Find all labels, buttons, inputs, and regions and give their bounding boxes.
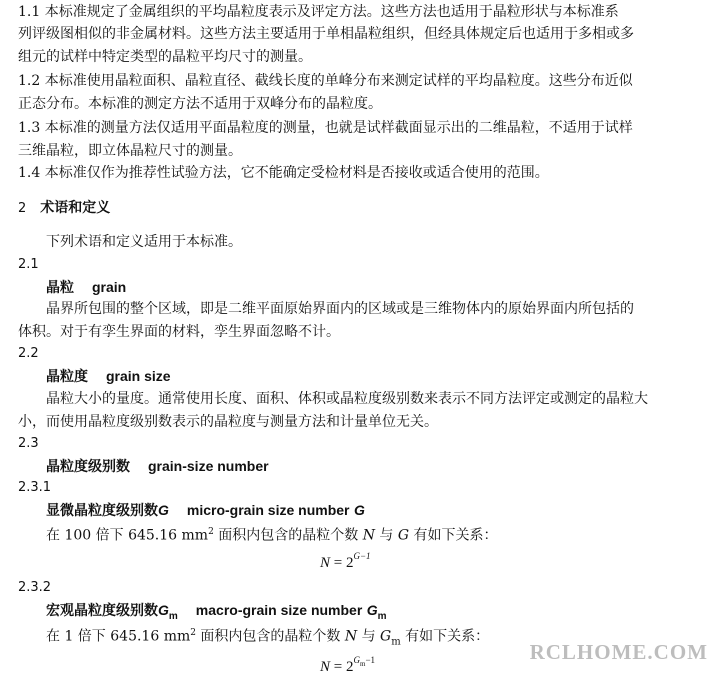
term-micro-var: G <box>158 502 169 518</box>
macro-relation-G: G <box>380 628 392 645</box>
micro-relation-G: G <box>397 527 410 544</box>
micro-relation-part-b: 面积内包含的晶粒个数 <box>213 527 363 544</box>
grain-size-definition-line-1: 晶粒大小的量度。通常使用长度、面积、体积或晶粒度级别数来表示不同方法评定或测定的晶粒大 <box>46 391 648 407</box>
grain-definition-line-2: 体积。对于有孪生界面的材料，孪生界面忽略不计。 <box>18 324 340 340</box>
clause-2-2-number: 2.2 <box>18 346 39 361</box>
clause-1-1-line-3: 组元的试样中特定类型的晶粒平均尺寸的测量。 <box>18 49 312 65</box>
formula-macro-exponent-sub: m <box>359 659 366 668</box>
micro-relation-part-a: 在 100 倍下 645.16 mm <box>46 527 209 544</box>
clause-1-3-line-1: 1.3 本标准的测量方法仅适用平面晶粒度的测量，也就是试样截面显示出的二维晶粒，不适用于试样 <box>18 120 633 136</box>
formula-micro-lhs: N <box>320 555 331 571</box>
term-grain-size-number <box>46 456 269 477</box>
micro-relation-part-c: 与 <box>374 527 398 544</box>
formula-micro-exponent: G−1 <box>353 551 371 561</box>
clause-2-3-1-number: 2.3.1 <box>18 480 52 495</box>
term-macro-var-en-sub: m <box>377 610 387 622</box>
clause-2-3-2-number: 2.3.2 <box>18 580 52 595</box>
formula-macro <box>320 650 375 677</box>
section-2-number: 2 <box>18 201 27 216</box>
term-macro-var-sub: m <box>168 610 178 622</box>
macro-relation-part-c: 与 <box>357 628 381 645</box>
macro-relation-part-a: 在 1 倍下 645.16 mm <box>46 628 191 645</box>
clause-2-1-number: 2.1 <box>18 257 39 272</box>
macro-relation-sup: 2 <box>190 628 196 638</box>
term-macro-cn: 宏观晶粒度级别数 <box>46 603 158 619</box>
term-grain-size <box>46 366 171 387</box>
grain-definition-line-1: 晶界所包围的整个区域，即是二维平面原始界面内的区域或是三维物体内的原始界面内所包括的 <box>46 301 634 317</box>
term-macro-var-en: G <box>366 602 378 618</box>
clause-1-2-line-1: 1.2 本标准使用晶粒面积、晶粒直径、截线长度的单峰分布来测定试样的平均晶粒度。这些分布近似 <box>18 73 633 89</box>
term-grain-size-number-en: grain-size number <box>148 458 269 474</box>
micro-relation-text <box>46 522 498 546</box>
term-micro-cn: 显微晶粒度级别数 <box>46 503 158 519</box>
clause-1-2-line-2: 正态分布。本标准的测定方法不适用于双峰分布的晶粒度。 <box>18 96 382 112</box>
section-2-heading <box>18 198 110 219</box>
clause-1-1-line-2: 列评级图相似的非金属材料。这些方法主要适用于单相晶粒组织，但经具体规定后也适用于多相或多 <box>18 26 634 42</box>
term-macro-var: G <box>158 602 169 618</box>
micro-relation-N: N <box>362 527 375 544</box>
term-grain-size-cn: 晶粒度 <box>46 369 88 385</box>
grain-size-definition-line-2: 小，而使用晶粒度级别数表示的晶粒度与测量方法和计量单位无关。 <box>18 414 438 430</box>
term-grain-en: grain <box>92 279 127 295</box>
formula-macro-exponent-rest: −1 <box>365 655 376 665</box>
macro-relation-text <box>46 623 489 652</box>
macro-relation-part-b: 面积内包含的晶粒个数 <box>195 628 345 645</box>
micro-relation-part-d: 有如下关系： <box>409 527 498 544</box>
term-micro-en: micro-grain size number <box>186 502 350 518</box>
term-micro-var-en: G <box>353 502 365 518</box>
formula-macro-eq: = 2 <box>330 659 354 675</box>
term-micro-grain-size-number <box>46 500 365 521</box>
macro-relation-part-d: 有如下关系： <box>400 628 490 645</box>
clause-1-4: 1.4 本标准仅作为推荐性试验方法，它不能确定受检材料是否接收或适合使用的范围。 <box>18 165 549 181</box>
micro-relation-sup: 2 <box>208 527 214 537</box>
term-grain-size-en: grain size <box>106 368 171 384</box>
formula-micro <box>320 546 371 573</box>
formula-micro-eq: = 2 <box>330 555 354 571</box>
term-grain-cn: 晶粒 <box>46 280 74 296</box>
watermark: RCLHOME.COM <box>529 640 708 664</box>
term-grain <box>46 277 126 298</box>
clause-1-3-line-2: 三维晶粒，即立体晶粒尺寸的测量。 <box>18 143 242 159</box>
macro-relation-N: N <box>344 628 358 645</box>
macro-relation-G-sub: m <box>391 636 401 648</box>
clause-1-1-line-1: 1.1 本标准规定了金属组织的平均晶粒度表示及评定方法。这些方法也适用于晶粒形状与本标准系 <box>18 4 619 20</box>
section-2-intro: 下列术语和定义适用于本标准。 <box>46 234 242 250</box>
term-macro-en: macro-grain size number <box>195 602 363 618</box>
section-2-title: 术语和定义 <box>40 200 111 216</box>
term-grain-size-number-cn: 晶粒度级别数 <box>46 459 130 475</box>
formula-macro-lhs: N <box>320 659 331 675</box>
clause-2-3-number: 2.3 <box>18 436 39 451</box>
formula-macro-exponent-base: G <box>353 655 360 665</box>
